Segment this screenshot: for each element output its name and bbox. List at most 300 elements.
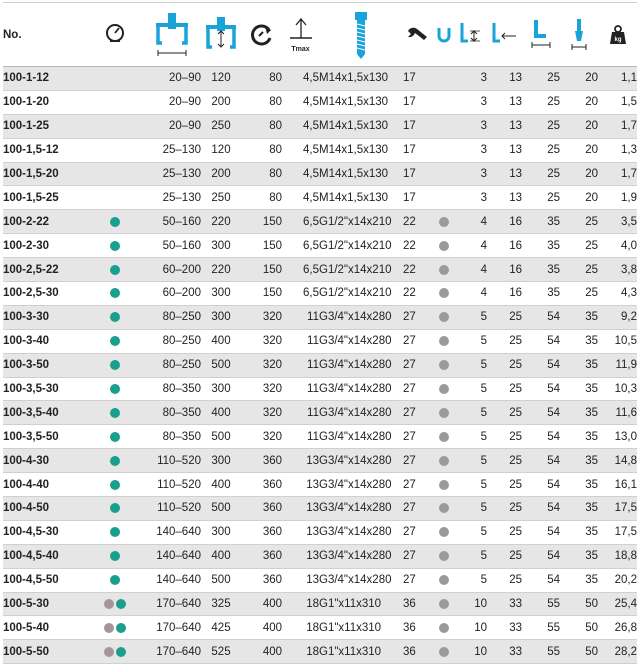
cell-jaw-b: 25 bbox=[487, 305, 522, 329]
cell-jaw-a: 3 bbox=[457, 162, 487, 186]
cell-jaw-c: 35 bbox=[522, 210, 560, 234]
cell-thread: G1"x11x310 bbox=[319, 616, 403, 640]
cell-jaw-d: 25 bbox=[560, 258, 598, 282]
cell-weight: 17,5 bbox=[598, 520, 637, 544]
cell-depth: 120 bbox=[201, 67, 241, 91]
cell-jaw-a: 10 bbox=[457, 616, 487, 640]
cell-jaw-d: 20 bbox=[560, 67, 598, 91]
cell-availability bbox=[88, 186, 142, 210]
cell-jaw-a: 5 bbox=[457, 449, 487, 473]
cell-depth: 300 bbox=[201, 305, 241, 329]
gray-dot-icon bbox=[439, 265, 449, 275]
column-header-spindle bbox=[319, 3, 403, 67]
column-header-jaw-thickness bbox=[487, 3, 522, 67]
cell-jaw-b: 13 bbox=[487, 114, 522, 138]
cell-gray-marker bbox=[430, 234, 457, 258]
cell-force-b: 4,5 bbox=[282, 138, 319, 162]
cell-gray-marker bbox=[430, 90, 457, 114]
table-row bbox=[3, 234, 637, 258]
cell-weight: 26,8 bbox=[598, 616, 637, 640]
cell-weight: 9,2 bbox=[598, 305, 637, 329]
cell-availability bbox=[88, 305, 142, 329]
cell-no: 100-5-30 bbox=[3, 592, 88, 616]
teal-dot-icon bbox=[116, 647, 126, 657]
column-header-span bbox=[142, 3, 201, 67]
cell-wrench-size: 27 bbox=[403, 544, 430, 568]
cell-span-range: 20–90 bbox=[142, 114, 201, 138]
teal-dot-icon bbox=[110, 241, 120, 251]
cell-jaw-c: 54 bbox=[522, 544, 560, 568]
cell-no: 100-4-50 bbox=[3, 497, 88, 521]
cell-jaw-c: 25 bbox=[522, 90, 560, 114]
cell-weight: 1,7 bbox=[598, 114, 637, 138]
teal-dot-icon bbox=[110, 265, 120, 275]
cell-gray-marker bbox=[430, 353, 457, 377]
cell-no: 100-5-40 bbox=[3, 616, 88, 640]
cell-force-a: 80 bbox=[241, 186, 282, 210]
table-row bbox=[3, 520, 637, 544]
cell-thread: G3/4"x14x280 bbox=[319, 425, 403, 449]
cell-wrench-size: 17 bbox=[403, 186, 430, 210]
cell-jaw-c: 35 bbox=[522, 258, 560, 282]
cell-force-b: 11 bbox=[282, 353, 319, 377]
column-header-no: No. bbox=[3, 3, 88, 67]
cell-span-range: 140–640 bbox=[142, 520, 201, 544]
cell-gray-marker bbox=[430, 592, 457, 616]
teal-dot-icon bbox=[110, 312, 120, 322]
cell-depth: 500 bbox=[201, 568, 241, 592]
cell-force-b: 13 bbox=[282, 520, 319, 544]
teal-dot-icon bbox=[110, 408, 120, 418]
cell-span-range: 60–200 bbox=[142, 258, 201, 282]
puller-spec-table bbox=[3, 2, 637, 664]
cell-span-range: 140–640 bbox=[142, 568, 201, 592]
cell-force-b: 6,5 bbox=[282, 234, 319, 258]
cell-jaw-d: 50 bbox=[560, 592, 598, 616]
teal-dot-icon bbox=[110, 480, 120, 490]
cell-wrench-size: 22 bbox=[403, 210, 430, 234]
cell-jaw-a: 3 bbox=[457, 90, 487, 114]
cell-gray-marker bbox=[430, 258, 457, 282]
cell-weight: 11,9 bbox=[598, 353, 637, 377]
cell-thread: G1/2"x14x210 bbox=[319, 258, 403, 282]
cell-force-a: 360 bbox=[241, 473, 282, 497]
cell-no: 100-1,5-12 bbox=[3, 138, 88, 162]
cell-jaw-d: 25 bbox=[560, 210, 598, 234]
cell-gray-marker bbox=[430, 449, 457, 473]
gray-dot-icon bbox=[439, 408, 449, 418]
cell-thread: G1/2"x14x210 bbox=[319, 234, 403, 258]
mauve-dot-icon bbox=[104, 599, 114, 609]
table-row bbox=[3, 544, 637, 568]
cell-wrench-size: 36 bbox=[403, 592, 430, 616]
table-row bbox=[3, 67, 637, 91]
cell-force-a: 320 bbox=[241, 353, 282, 377]
cell-no: 100-3-50 bbox=[3, 353, 88, 377]
gray-dot-icon bbox=[439, 623, 449, 633]
teal-dot-icon bbox=[110, 360, 120, 370]
cell-jaw-c: 54 bbox=[522, 425, 560, 449]
cell-jaw-c: 54 bbox=[522, 568, 560, 592]
cell-jaw-d: 35 bbox=[560, 449, 598, 473]
cell-no: 100-2-30 bbox=[3, 234, 88, 258]
cell-weight: 1,7 bbox=[598, 162, 637, 186]
cell-jaw-b: 25 bbox=[487, 544, 522, 568]
cell-depth: 250 bbox=[201, 186, 241, 210]
cell-jaw-b: 16 bbox=[487, 210, 522, 234]
cell-jaw-b: 25 bbox=[487, 568, 522, 592]
cell-force-b: 18 bbox=[282, 592, 319, 616]
cell-force-b: 13 bbox=[282, 544, 319, 568]
cell-jaw-c: 25 bbox=[522, 67, 560, 91]
cell-no: 100-2,5-22 bbox=[3, 258, 88, 282]
spring-jaw-icon bbox=[568, 17, 590, 53]
teal-dot-icon bbox=[110, 217, 120, 227]
cell-weight: 3,8 bbox=[598, 258, 637, 282]
cell-jaw-c: 25 bbox=[522, 186, 560, 210]
cell-span-range: 50–160 bbox=[142, 210, 201, 234]
cell-force-a: 80 bbox=[241, 114, 282, 138]
column-header-depth bbox=[201, 3, 241, 67]
cell-gray-marker bbox=[430, 425, 457, 449]
cell-force-a: 80 bbox=[241, 67, 282, 91]
cell-jaw-a: 3 bbox=[457, 114, 487, 138]
cell-force-a: 320 bbox=[241, 401, 282, 425]
cell-no: 100-3,5-50 bbox=[3, 425, 88, 449]
puller-span-icon bbox=[150, 11, 194, 59]
cell-force-b: 13 bbox=[282, 449, 319, 473]
cell-jaw-a: 4 bbox=[457, 282, 487, 306]
cell-wrench-size: 17 bbox=[403, 162, 430, 186]
cell-gray-marker bbox=[430, 305, 457, 329]
cell-jaw-d: 35 bbox=[560, 568, 598, 592]
cell-wrench-size: 27 bbox=[403, 520, 430, 544]
gray-dot-icon bbox=[439, 527, 449, 537]
cell-gray-marker bbox=[430, 138, 457, 162]
cell-force-a: 80 bbox=[241, 138, 282, 162]
cell-no: 100-5-50 bbox=[3, 640, 88, 664]
cell-force-b: 4,5 bbox=[282, 114, 319, 138]
cell-availability bbox=[88, 568, 142, 592]
cell-span-range: 170–640 bbox=[142, 616, 201, 640]
cell-thread: G1/2"x14x210 bbox=[319, 282, 403, 306]
cell-jaw-d: 35 bbox=[560, 329, 598, 353]
cell-jaw-d: 35 bbox=[560, 305, 598, 329]
column-header-jaw-height bbox=[522, 3, 560, 67]
cell-force-b: 11 bbox=[282, 425, 319, 449]
cell-gray-marker bbox=[430, 401, 457, 425]
cell-jaw-c: 54 bbox=[522, 497, 560, 521]
cell-thread: G3/4"x14x280 bbox=[319, 544, 403, 568]
cell-jaw-b: 13 bbox=[487, 162, 522, 186]
table-row bbox=[3, 473, 637, 497]
cell-force-b: 6,5 bbox=[282, 258, 319, 282]
cell-availability bbox=[88, 592, 142, 616]
gray-dot-icon bbox=[439, 217, 449, 227]
table-header bbox=[3, 3, 637, 67]
cell-thread: M14x1,5x130 bbox=[319, 67, 403, 91]
cell-availability bbox=[88, 210, 142, 234]
cell-depth: 425 bbox=[201, 616, 241, 640]
cell-jaw-c: 25 bbox=[522, 162, 560, 186]
gray-dot-icon bbox=[439, 480, 449, 490]
cell-jaw-b: 13 bbox=[487, 90, 522, 114]
cell-wrench-size: 27 bbox=[403, 425, 430, 449]
cell-jaw-d: 35 bbox=[560, 425, 598, 449]
cell-weight: 16,1 bbox=[598, 473, 637, 497]
cell-force-b: 4,5 bbox=[282, 67, 319, 91]
cell-availability bbox=[88, 162, 142, 186]
cell-force-a: 320 bbox=[241, 305, 282, 329]
cell-jaw-d: 35 bbox=[560, 497, 598, 521]
cell-span-range: 140–640 bbox=[142, 544, 201, 568]
cell-no: 100-3-40 bbox=[3, 329, 88, 353]
cell-depth: 300 bbox=[201, 234, 241, 258]
cell-thread: M14x1,5x130 bbox=[319, 90, 403, 114]
table-row bbox=[3, 90, 637, 114]
cell-jaw-a: 10 bbox=[457, 640, 487, 664]
cell-force-b: 13 bbox=[282, 568, 319, 592]
cell-jaw-a: 5 bbox=[457, 377, 487, 401]
column-header-rotation bbox=[241, 3, 282, 67]
cell-jaw-c: 54 bbox=[522, 353, 560, 377]
cell-wrench-size: 17 bbox=[403, 90, 430, 114]
teal-dot-icon bbox=[116, 599, 126, 609]
cell-force-b: 6,5 bbox=[282, 282, 319, 306]
table-row bbox=[3, 305, 637, 329]
cell-jaw-d: 20 bbox=[560, 162, 598, 186]
cell-jaw-c: 54 bbox=[522, 377, 560, 401]
cell-gray-marker bbox=[430, 616, 457, 640]
cell-thread: G3/4"x14x280 bbox=[319, 473, 403, 497]
cell-thread: G3/4"x14x280 bbox=[319, 520, 403, 544]
table-row bbox=[3, 162, 637, 186]
cell-jaw-a: 5 bbox=[457, 353, 487, 377]
cell-depth: 525 bbox=[201, 640, 241, 664]
cell-thread: G1/2"x14x210 bbox=[319, 210, 403, 234]
cell-force-a: 360 bbox=[241, 520, 282, 544]
jaw-width-icon bbox=[458, 21, 486, 49]
cell-jaw-b: 25 bbox=[487, 425, 522, 449]
cell-jaw-a: 5 bbox=[457, 305, 487, 329]
cell-jaw-d: 25 bbox=[560, 282, 598, 306]
cell-jaw-a: 4 bbox=[457, 258, 487, 282]
cell-force-b: 18 bbox=[282, 616, 319, 640]
table-row bbox=[3, 592, 637, 616]
cell-span-range: 80–350 bbox=[142, 425, 201, 449]
teal-dot-icon bbox=[116, 623, 126, 633]
cell-wrench-size: 27 bbox=[403, 449, 430, 473]
cell-jaw-d: 25 bbox=[560, 234, 598, 258]
cell-jaw-b: 16 bbox=[487, 234, 522, 258]
cell-force-b: 4,5 bbox=[282, 90, 319, 114]
spindle-icon bbox=[352, 10, 370, 60]
column-header-jaw-width bbox=[457, 3, 487, 67]
cell-weight: 13,0 bbox=[598, 425, 637, 449]
cell-weight: 1,5 bbox=[598, 90, 637, 114]
cell-force-b: 13 bbox=[282, 473, 319, 497]
cell-jaw-b: 25 bbox=[487, 473, 522, 497]
cell-availability bbox=[88, 138, 142, 162]
cell-force-a: 320 bbox=[241, 329, 282, 353]
cell-jaw-a: 5 bbox=[457, 544, 487, 568]
cell-jaw-b: 25 bbox=[487, 353, 522, 377]
weight-icon bbox=[608, 24, 628, 46]
cell-no: 100-4,5-50 bbox=[3, 568, 88, 592]
column-header-spring-jaw bbox=[560, 3, 598, 67]
cell-wrench-size: 17 bbox=[403, 67, 430, 91]
column-header-tmax bbox=[282, 3, 319, 67]
teal-dot-icon bbox=[110, 288, 120, 298]
cell-span-range: 20–90 bbox=[142, 90, 201, 114]
teal-dot-icon bbox=[110, 384, 120, 394]
cell-span-range: 170–640 bbox=[142, 592, 201, 616]
cell-weight: 3,5 bbox=[598, 210, 637, 234]
cell-thread: G3/4"x14x280 bbox=[319, 401, 403, 425]
cell-depth: 300 bbox=[201, 282, 241, 306]
cell-gray-marker bbox=[430, 520, 457, 544]
gray-dot-icon bbox=[439, 551, 449, 561]
cell-depth: 325 bbox=[201, 592, 241, 616]
cell-no: 100-1,5-20 bbox=[3, 162, 88, 186]
cell-jaw-d: 20 bbox=[560, 138, 598, 162]
cell-wrench-size: 27 bbox=[403, 305, 430, 329]
cell-span-range: 25–130 bbox=[142, 186, 201, 210]
cell-jaw-d: 35 bbox=[560, 401, 598, 425]
table-row bbox=[3, 186, 637, 210]
cell-jaw-d: 20 bbox=[560, 114, 598, 138]
cell-span-range: 80–350 bbox=[142, 401, 201, 425]
table-row bbox=[3, 616, 637, 640]
cell-jaw-b: 16 bbox=[487, 258, 522, 282]
cell-force-b: 18 bbox=[282, 640, 319, 664]
table-row bbox=[3, 258, 637, 282]
cell-force-a: 150 bbox=[241, 282, 282, 306]
table-row bbox=[3, 640, 637, 664]
svg-text:kg: kg bbox=[613, 36, 622, 43]
cell-wrench-size: 27 bbox=[403, 377, 430, 401]
cell-depth: 120 bbox=[201, 138, 241, 162]
cell-jaw-a: 5 bbox=[457, 425, 487, 449]
cell-jaw-b: 33 bbox=[487, 616, 522, 640]
table-row bbox=[3, 568, 637, 592]
cell-depth: 200 bbox=[201, 162, 241, 186]
gray-dot-icon bbox=[439, 288, 449, 298]
cell-wrench-size: 27 bbox=[403, 473, 430, 497]
cell-wrench-size: 17 bbox=[403, 114, 430, 138]
cell-span-range: 60–200 bbox=[142, 282, 201, 306]
cell-no: 100-2-22 bbox=[3, 210, 88, 234]
cell-thread: G3/4"x14x280 bbox=[319, 329, 403, 353]
teal-dot-icon bbox=[110, 503, 120, 513]
cell-weight: 18,8 bbox=[598, 544, 637, 568]
cell-jaw-c: 54 bbox=[522, 305, 560, 329]
cell-jaw-c: 54 bbox=[522, 473, 560, 497]
cell-wrench-size: 27 bbox=[403, 568, 430, 592]
rotation-icon bbox=[249, 22, 275, 48]
cell-jaw-c: 55 bbox=[522, 640, 560, 664]
cell-jaw-a: 4 bbox=[457, 210, 487, 234]
cell-force-a: 150 bbox=[241, 210, 282, 234]
cell-force-b: 11 bbox=[282, 329, 319, 353]
cell-no: 100-1-12 bbox=[3, 67, 88, 91]
cell-weight: 14,8 bbox=[598, 449, 637, 473]
table-row bbox=[3, 210, 637, 234]
cell-span-range: 25–130 bbox=[142, 138, 201, 162]
cell-jaw-a: 10 bbox=[457, 592, 487, 616]
jaw-height-icon bbox=[528, 18, 554, 52]
mauve-dot-icon bbox=[104, 623, 114, 633]
cell-gray-marker bbox=[430, 210, 457, 234]
cell-no: 100-4,5-40 bbox=[3, 544, 88, 568]
table-row bbox=[3, 114, 637, 138]
cell-jaw-d: 20 bbox=[560, 186, 598, 210]
cell-gray-marker bbox=[430, 377, 457, 401]
cell-no: 100-4-30 bbox=[3, 449, 88, 473]
hook-icon bbox=[434, 24, 454, 46]
cell-weight: 1,1 bbox=[598, 67, 637, 91]
cell-force-a: 360 bbox=[241, 497, 282, 521]
cell-force-b: 4,5 bbox=[282, 162, 319, 186]
cell-span-range: 110–520 bbox=[142, 449, 201, 473]
cell-weight: 11,6 bbox=[598, 401, 637, 425]
cell-gray-marker bbox=[430, 162, 457, 186]
cell-jaw-b: 25 bbox=[487, 449, 522, 473]
cell-depth: 300 bbox=[201, 520, 241, 544]
cell-gray-marker bbox=[430, 282, 457, 306]
cell-span-range: 50–160 bbox=[142, 234, 201, 258]
cell-jaw-c: 55 bbox=[522, 592, 560, 616]
cell-depth: 250 bbox=[201, 114, 241, 138]
cell-weight: 1,3 bbox=[598, 138, 637, 162]
cell-availability bbox=[88, 401, 142, 425]
cell-depth: 400 bbox=[201, 544, 241, 568]
cell-jaw-a: 3 bbox=[457, 186, 487, 210]
cell-thread: G3/4"x14x280 bbox=[319, 568, 403, 592]
cell-weight: 28,2 bbox=[598, 640, 637, 664]
mauve-dot-icon bbox=[104, 647, 114, 657]
cell-force-a: 80 bbox=[241, 90, 282, 114]
cell-thread: G3/4"x14x280 bbox=[319, 377, 403, 401]
cell-span-range: 80–250 bbox=[142, 305, 201, 329]
cell-availability bbox=[88, 282, 142, 306]
cell-thread: M14x1,5x130 bbox=[319, 138, 403, 162]
cell-availability bbox=[88, 234, 142, 258]
cell-depth: 300 bbox=[201, 449, 241, 473]
cell-force-a: 400 bbox=[241, 640, 282, 664]
cell-jaw-c: 25 bbox=[522, 138, 560, 162]
column-header-gauge bbox=[88, 3, 142, 67]
cell-jaw-a: 4 bbox=[457, 234, 487, 258]
cell-weight: 1,9 bbox=[598, 186, 637, 210]
cell-jaw-a: 3 bbox=[457, 67, 487, 91]
cell-jaw-b: 13 bbox=[487, 138, 522, 162]
cell-weight: 10,3 bbox=[598, 377, 637, 401]
cell-jaw-c: 35 bbox=[522, 234, 560, 258]
cell-force-b: 11 bbox=[282, 401, 319, 425]
cell-no: 100-1-20 bbox=[3, 90, 88, 114]
cell-thread: G1"x11x310 bbox=[319, 592, 403, 616]
cell-availability bbox=[88, 520, 142, 544]
cell-weight: 25,4 bbox=[598, 592, 637, 616]
cell-depth: 400 bbox=[201, 329, 241, 353]
cell-jaw-d: 20 bbox=[560, 90, 598, 114]
cell-jaw-a: 5 bbox=[457, 401, 487, 425]
cell-no: 100-4,5-30 bbox=[3, 520, 88, 544]
gray-dot-icon bbox=[439, 503, 449, 513]
cell-depth: 200 bbox=[201, 90, 241, 114]
table-row bbox=[3, 449, 637, 473]
